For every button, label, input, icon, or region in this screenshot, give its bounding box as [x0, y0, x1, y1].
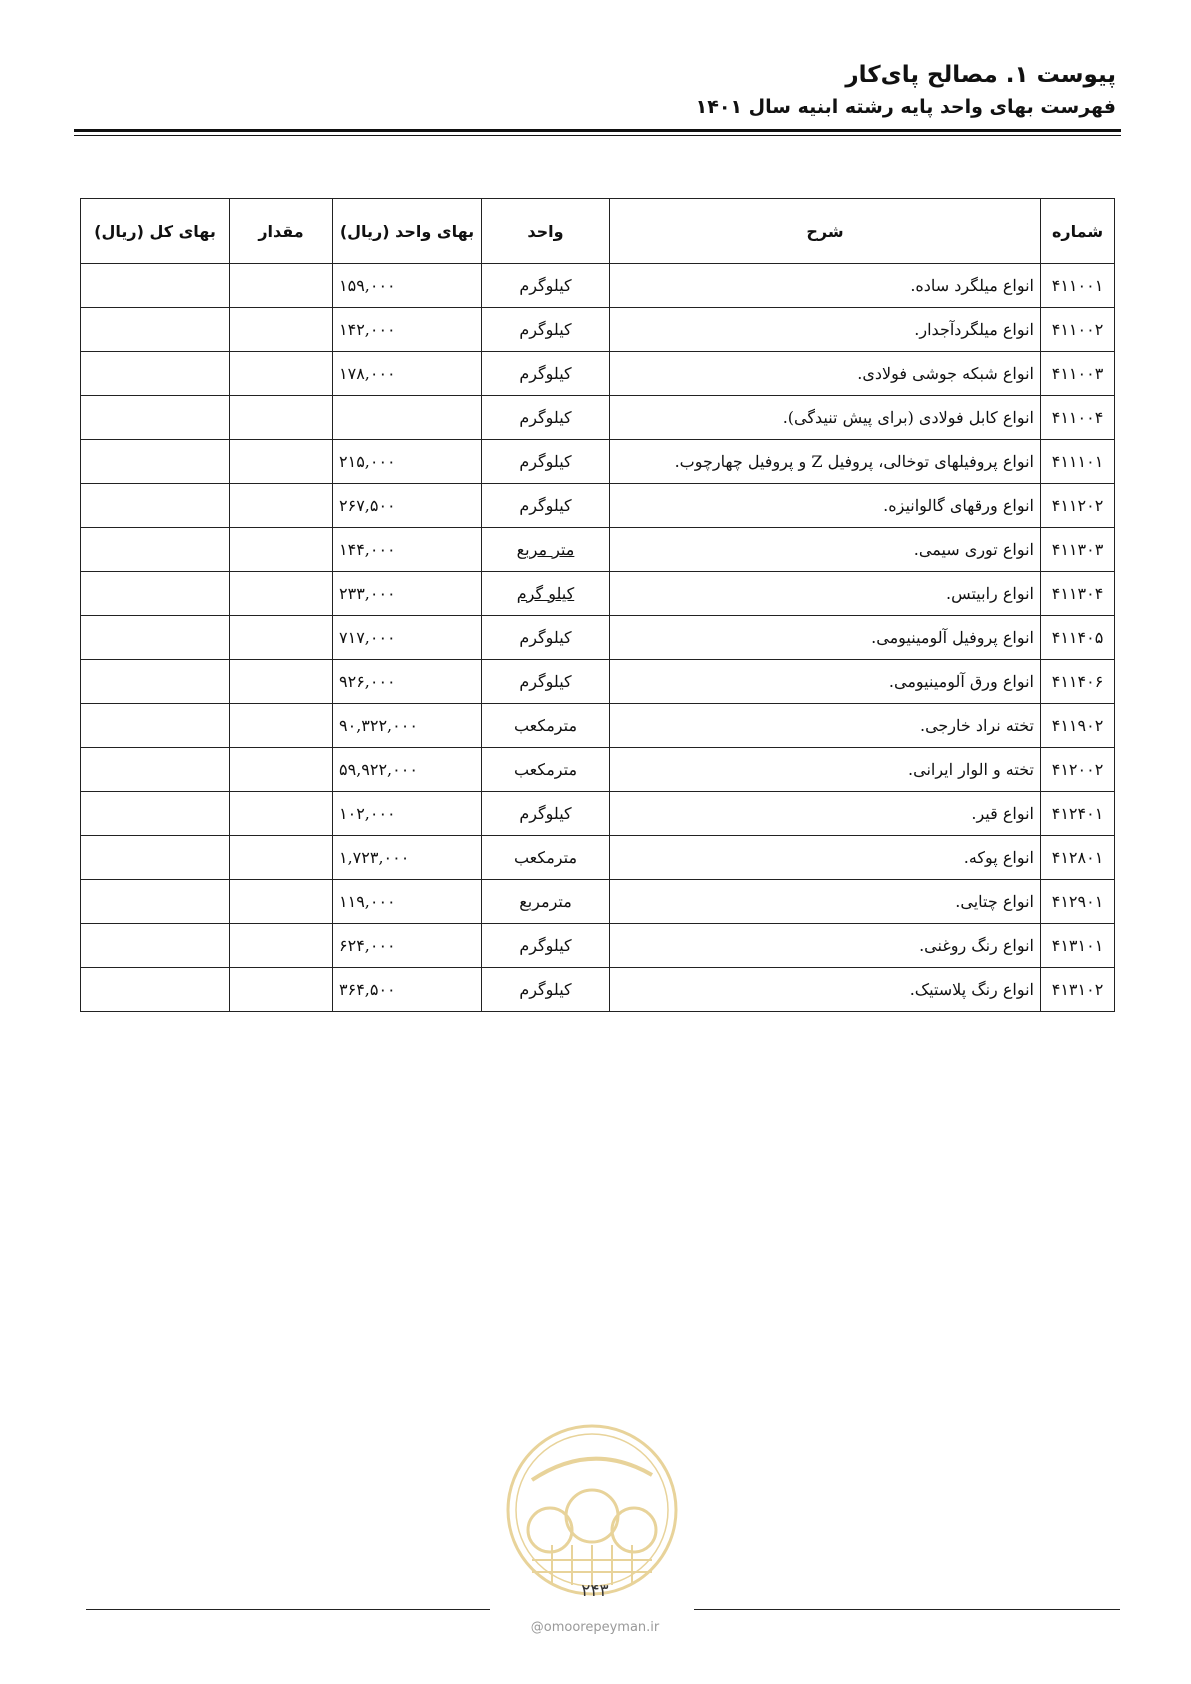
item-total — [81, 880, 230, 924]
item-unit: کیلوگرم — [482, 792, 610, 836]
item-code: ۴۱۱۰۰۲ — [1041, 308, 1115, 352]
item-quantity — [230, 792, 333, 836]
table-row — [81, 572, 1115, 616]
col-header-description: شرح — [610, 199, 1041, 264]
item-total — [81, 616, 230, 660]
item-unit: مترمکعب — [482, 748, 610, 792]
item-quantity — [230, 968, 333, 1012]
item-unit-price: ۱۴۴,۰۰۰ — [333, 528, 482, 572]
table-header-row — [81, 199, 1115, 264]
footer-rule-left — [86, 1609, 490, 1610]
table-row — [81, 924, 1115, 968]
item-unit: کیلوگرم — [482, 968, 610, 1012]
item-total — [81, 308, 230, 352]
item-description: انواع پوکه. — [610, 836, 1041, 880]
item-unit-price: ۳۶۴,۵۰۰ — [333, 968, 482, 1012]
item-unit: کیلوگرم — [482, 660, 610, 704]
item-unit-price — [333, 396, 482, 440]
item-code: ۴۱۱۹۰۲ — [1041, 704, 1115, 748]
omoore-peyman-seal-logo — [502, 1420, 682, 1600]
item-description: انواع توری سیمی. — [610, 528, 1041, 572]
item-code: ۴۱۲۹۰۱ — [1041, 880, 1115, 924]
item-total — [81, 836, 230, 880]
item-description: انواع شبکه جوشی فولادی. — [610, 352, 1041, 396]
item-description: انواع رنگ پلاستیک. — [610, 968, 1041, 1012]
item-code: ۴۱۳۱۰۱ — [1041, 924, 1115, 968]
item-description: انواع رابیتس. — [610, 572, 1041, 616]
item-total — [81, 968, 230, 1012]
item-unit-price: ۵۹,۹۲۲,۰۰۰ — [333, 748, 482, 792]
header-rule-thin — [74, 135, 1121, 136]
item-quantity — [230, 616, 333, 660]
item-unit: کیلوگرم — [482, 616, 610, 660]
item-total — [81, 396, 230, 440]
item-total — [81, 660, 230, 704]
item-unit-price: ۱۱۹,۰۰۰ — [333, 880, 482, 924]
item-code: ۴۱۲۰۰۲ — [1041, 748, 1115, 792]
item-quantity — [230, 308, 333, 352]
table-row — [81, 748, 1115, 792]
item-unit-price: ۱,۷۲۳,۰۰۰ — [333, 836, 482, 880]
item-quantity — [230, 660, 333, 704]
item-code: ۴۱۱۳۰۴ — [1041, 572, 1115, 616]
item-code: ۴۱۳۱۰۲ — [1041, 968, 1115, 1012]
item-quantity — [230, 748, 333, 792]
item-unit: مترمربع — [482, 880, 610, 924]
item-description: تخته نراد خارجی. — [610, 704, 1041, 748]
item-description: تخته و الوار ایرانی. — [610, 748, 1041, 792]
item-unit: مترمکعب — [482, 704, 610, 748]
item-description: انواع ورق آلومینیومی. — [610, 660, 1041, 704]
table-row — [81, 704, 1115, 748]
item-unit-price: ۲۱۵,۰۰۰ — [333, 440, 482, 484]
item-total — [81, 924, 230, 968]
item-code: ۴۱۱۴۰۵ — [1041, 616, 1115, 660]
col-header-unit: واحد — [482, 199, 610, 264]
item-quantity — [230, 264, 333, 308]
item-total — [81, 792, 230, 836]
item-total — [81, 484, 230, 528]
table-row — [81, 484, 1115, 528]
item-unit: کیلوگرم — [482, 308, 610, 352]
item-unit: کیلو گرم — [482, 572, 610, 616]
item-total — [81, 572, 230, 616]
item-unit-price: ۷۱۷,۰۰۰ — [333, 616, 482, 660]
item-code: ۴۱۲۴۰۱ — [1041, 792, 1115, 836]
item-description: انواع چتایی. — [610, 880, 1041, 924]
item-description: انواع رنگ روغنی. — [610, 924, 1041, 968]
table-row — [81, 396, 1115, 440]
item-unit: کیلوگرم — [482, 924, 610, 968]
item-unit-price: ۱۴۲,۰۰۰ — [333, 308, 482, 352]
page-header — [696, 58, 1116, 122]
item-unit: کیلوگرم — [482, 352, 610, 396]
item-code: ۴۱۱۰۰۴ — [1041, 396, 1115, 440]
item-quantity — [230, 528, 333, 572]
table-row — [81, 308, 1115, 352]
item-code: ۴۱۱۲۰۲ — [1041, 484, 1115, 528]
item-code: ۴۱۱۱۰۱ — [1041, 440, 1115, 484]
item-quantity — [230, 352, 333, 396]
table-row — [81, 660, 1115, 704]
col-header-unit-price: بهای واحد (ریال) — [333, 199, 482, 264]
item-unit: کیلوگرم — [482, 264, 610, 308]
item-code: ۴۱۲۸۰۱ — [1041, 836, 1115, 880]
item-total — [81, 528, 230, 572]
col-header-quantity: مقدار — [230, 199, 333, 264]
item-unit-price: ۲۳۳,۰۰۰ — [333, 572, 482, 616]
item-unit-price: ۹۲۶,۰۰۰ — [333, 660, 482, 704]
item-unit-price: ۶۲۴,۰۰۰ — [333, 924, 482, 968]
table-row — [81, 792, 1115, 836]
list-subtitle: فهرست بهای واحد پایه رشته ابنیه سال ۱۴۰۱ — [695, 96, 1116, 118]
item-unit-price: ۱۰۲,۰۰۰ — [333, 792, 482, 836]
item-unit: مترمکعب — [482, 836, 610, 880]
item-code: ۴۱۱۰۰۱ — [1041, 264, 1115, 308]
table-body — [81, 264, 1115, 1012]
item-description: انواع پروفیل آلومینیومی. — [610, 616, 1041, 660]
item-quantity — [230, 880, 333, 924]
item-code: ۴۱۱۴۰۶ — [1041, 660, 1115, 704]
table-row — [81, 836, 1115, 880]
table-row — [81, 616, 1115, 660]
table-row — [81, 528, 1115, 572]
footer-rule-right — [694, 1609, 1120, 1610]
item-quantity — [230, 704, 333, 748]
item-description: انواع پروفیلهای توخالی، پروفیل Z و پروفیل چهارچوب. — [610, 440, 1041, 484]
item-quantity — [230, 836, 333, 880]
item-quantity — [230, 396, 333, 440]
table-row — [81, 352, 1115, 396]
item-unit: متر مربع — [482, 528, 610, 572]
item-quantity — [230, 572, 333, 616]
item-description: انواع ورقهای گالوانیزه. — [610, 484, 1041, 528]
item-unit: کیلوگرم — [482, 440, 610, 484]
website-watermark: @omoorepeyman.ir — [530, 1620, 660, 1635]
item-description: انواع کابل فولادی (برای پیش تنیدگی). — [610, 396, 1041, 440]
item-code: ۴۱۱۳۰۳ — [1041, 528, 1115, 572]
table-row — [81, 440, 1115, 484]
item-quantity — [230, 924, 333, 968]
item-unit-price: ۹۰,۳۲۲,۰۰۰ — [333, 704, 482, 748]
col-header-code: شماره — [1041, 199, 1115, 264]
page-number: ۲۴۳ — [581, 1581, 609, 1601]
item-total — [81, 704, 230, 748]
item-description: انواع میلگردآجدار. — [610, 308, 1041, 352]
table-row — [81, 264, 1115, 308]
appendix-title: پیوست ۱. مصالح پای‌کار — [845, 62, 1116, 88]
item-unit-price: ۲۶۷,۵۰۰ — [333, 484, 482, 528]
table-row — [81, 968, 1115, 1012]
table-row — [81, 880, 1115, 924]
item-description: انواع قیر. — [610, 792, 1041, 836]
item-unit: کیلوگرم — [482, 484, 610, 528]
item-total — [81, 352, 230, 396]
item-unit-price: ۱۷۸,۰۰۰ — [333, 352, 482, 396]
item-code: ۴۱۱۰۰۳ — [1041, 352, 1115, 396]
item-quantity — [230, 484, 333, 528]
price-table — [80, 198, 1115, 1012]
item-unit-price: ۱۵۹,۰۰۰ — [333, 264, 482, 308]
item-total — [81, 440, 230, 484]
item-description: انواع میلگرد ساده. — [610, 264, 1041, 308]
item-total — [81, 264, 230, 308]
item-total — [81, 748, 230, 792]
header-rule-thick — [74, 129, 1121, 132]
item-quantity — [230, 440, 333, 484]
col-header-total: بهای کل (ریال) — [81, 199, 230, 264]
item-unit: کیلوگرم — [482, 396, 610, 440]
